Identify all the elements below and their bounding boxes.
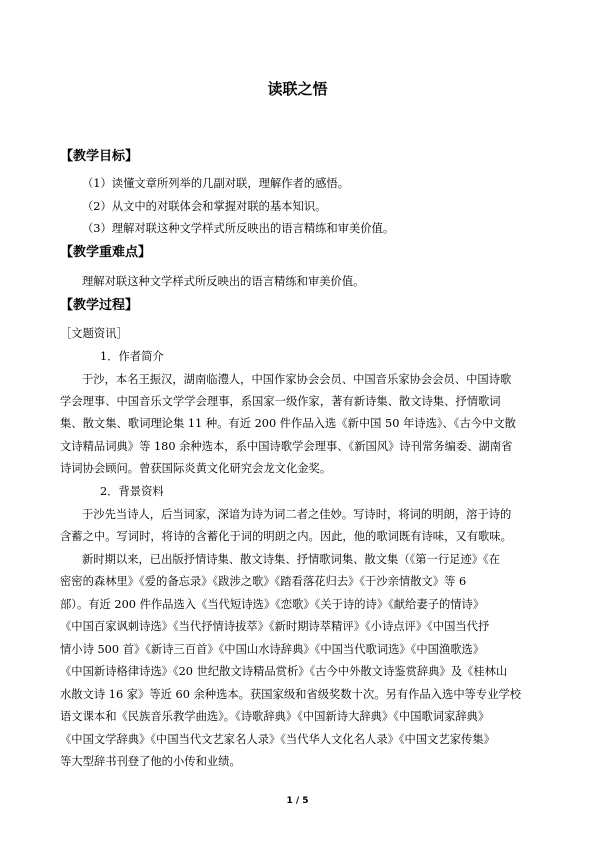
heading-key-points: 【教学重难点】 [60, 245, 152, 260]
background-line: 于沙先当诗人，后当词家，深谙为诗为词二者之佳妙。写诗时，将词的明朗，溶于诗的 [82, 508, 512, 521]
goal-item: （2）从文中的对联体会和掌握对联的基本知识。 [82, 200, 327, 213]
author-line: 文诗精品词典》等 180 余种选本，系中国诗歌学会理事、《新国风》诗刊常务编委、湖南省 [60, 440, 513, 453]
background-line: 情小诗 500 首》《新诗三百首》《中国山水诗辞典》《中国当代歌词选》《中国渔歌选》 [60, 643, 485, 656]
background-line: 部）。有近 200 件作品选入《当代短诗选》《恋歌》《关于诗的诗》《献给妻子的情诗》 [60, 598, 485, 611]
heading-teaching-process: 【教学过程】 [60, 298, 139, 313]
author-line: 学会理事、中国音乐文学学会理事，系国家一级作家，著有新诗集、散文诗集、抒情歌词 [60, 395, 501, 408]
author-line: 集、散文集、歌词理论集 11 种。有近 200 件作品入选《新中国 50 年诗选》、《古今中文散 [60, 417, 516, 430]
background-line: 新时期以来，已出版抒情诗集、散文诗集、抒情歌词集、散文集（《第一行足迹》《在 [82, 553, 500, 566]
page-number: 1 / 5 [286, 796, 309, 806]
background-label: ［文题资讯］ [60, 327, 128, 340]
goal-item: （3）理解对联这种文学样式所反映出的语言精练和审美价值。 [82, 222, 395, 235]
background-line: 等大型辞书刊登了他的小传和业绩。 [60, 755, 241, 768]
author-line: 于沙，本名王振汉，湖南临澧人，中国作家协会会员、中国音乐家协会会员、中国诗歌 [82, 373, 512, 386]
page-title: 读联之悟 [267, 80, 328, 98]
subheading-author: 1．作者简介 [100, 350, 164, 363]
background-line: 水散文诗 16 家》等近 60 余种选本。获国家级和省级奖数十次。另有作品入选中等专业学校 [60, 688, 522, 701]
background-line: 含蓄之中。写词时，将诗的含蓄化于词的明朗之内。因此，他的歌词既有诗味，又有歌味。 [60, 530, 512, 543]
background-line: 《中国百家讽刺诗选》《当代抒情诗拔萃》《新时期诗萃精评》《小诗点评》《中国当代抒 [60, 620, 490, 633]
heading-teaching-goals: 【教学目标】 [60, 149, 139, 164]
goal-item: （1）读懂文章所列举的几副对联，理解作者的感悟。 [82, 177, 350, 190]
background-line: 《中国文学辞典》《中国当代文艺家名人录》《当代华人文化名人录》《中国文艺家传集》 [60, 733, 495, 746]
background-line: 语文课本和《民族音乐教学曲选》。《诗歌辞典》《中国新诗大辞典》《中国歌词家辞典》 [60, 710, 490, 723]
key-point-text: 理解对联这种文学样式所反映出的语言精练和审美价值。 [82, 275, 365, 288]
background-line: 《中国新诗格律诗选》《20 世纪散文诗精品赏析》《古今中外散文诗鉴赏辞典》及《桂林山 [60, 665, 508, 678]
subheading-background: 2．背景资料 [100, 485, 164, 498]
background-line: 密密的森林里》《爱的备忘录》《跋涉之歌》《踏看落花归去》《于沙亲情散文》等 6 [60, 575, 467, 588]
author-line: 诗词协会顾问。曾获国际炎黄文化研究会龙文化金奖。 [60, 462, 332, 475]
